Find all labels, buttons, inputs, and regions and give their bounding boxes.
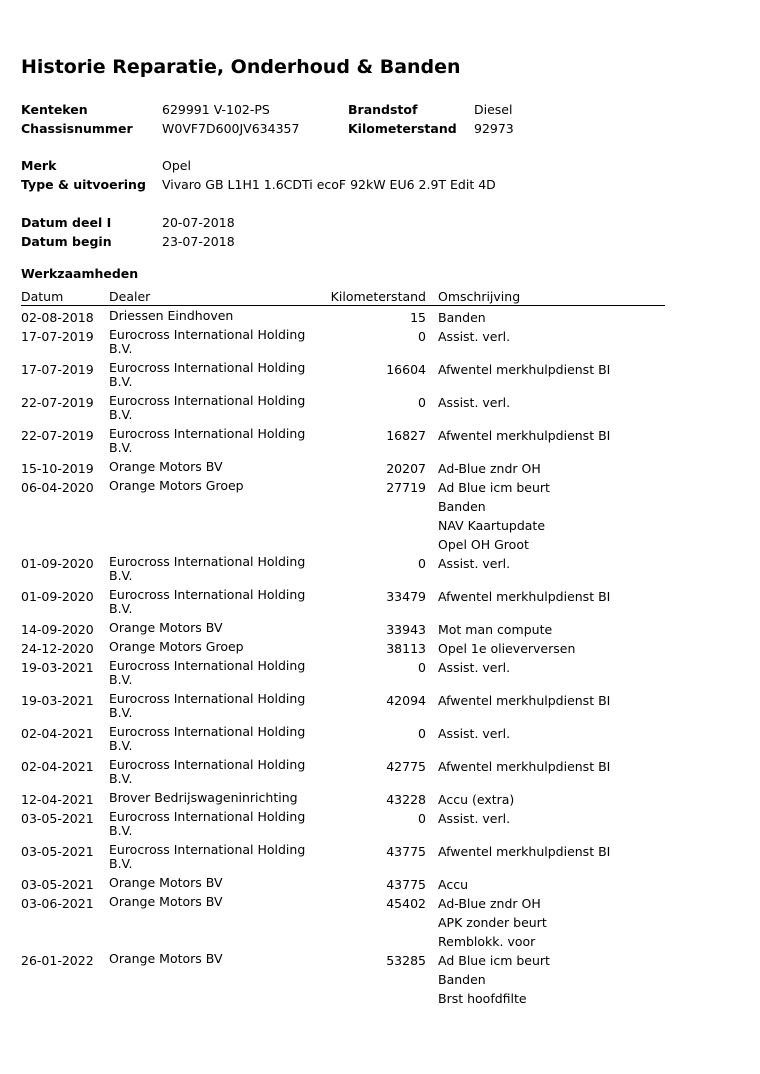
row-dealer-line: Eurocross International Holding — [109, 360, 306, 375]
row-date: 19-03-2021 — [21, 660, 94, 675]
row-date: 03-05-2021 — [21, 844, 94, 859]
row-omschrijving-line: Assist. verl. — [438, 556, 511, 571]
row-date: 12-04-2021 — [21, 792, 94, 807]
row-omschrijving-line: Ad-Blue zndr OH — [438, 896, 541, 911]
row-date: 19-03-2021 — [21, 693, 94, 708]
row-omschrijving-line: Accu (extra) — [438, 792, 515, 807]
section-title: Werkzaamheden — [21, 266, 139, 281]
work-table — [21, 308, 665, 1008]
row-date: 24-12-2020 — [21, 641, 94, 656]
row-dealer-line: Orange Motors BV — [109, 620, 223, 635]
row-omschrijving — [438, 426, 610, 445]
row-kilometerstand: 16827 — [386, 428, 426, 443]
row-dealer-line: Orange Motors BV — [109, 894, 223, 909]
row-kilometerstand: 33943 — [386, 622, 426, 637]
table-row — [21, 459, 665, 478]
row-dealer-line: B.V. — [109, 440, 133, 455]
row-date: 02-04-2021 — [21, 726, 94, 741]
table-row — [21, 658, 665, 691]
row-kilometerstand: 43775 — [386, 877, 426, 892]
row-kilometerstand: 33479 — [386, 589, 426, 604]
row-kilometerstand: 43228 — [386, 792, 426, 807]
row-omschrijving — [438, 691, 610, 710]
row-omschrijving — [438, 894, 547, 951]
row-dealer-line: B.V. — [109, 568, 133, 583]
page-title: Historie Reparatie, Onderhoud & Banden — [21, 56, 461, 78]
row-dealer-line: Eurocross International Holding — [109, 842, 306, 857]
row-dealer — [109, 692, 305, 720]
row-kilometerstand: 0 — [418, 660, 426, 675]
row-omschrijving-line: Ad-Blue zndr OH — [438, 461, 541, 476]
row-omschrijving-line: Ad Blue icm beurt — [438, 953, 550, 968]
row-date: 03-05-2021 — [21, 877, 94, 892]
row-date: 03-05-2021 — [21, 811, 94, 826]
type-label: Type & uitvoering — [21, 177, 146, 192]
row-dealer — [109, 758, 305, 786]
row-kilometerstand: 27719 — [386, 480, 426, 495]
table-row — [21, 894, 665, 951]
col-km-header: Kilometerstand — [330, 289, 426, 304]
row-dealer — [109, 725, 305, 753]
row-omschrijving — [438, 658, 510, 677]
row-kilometerstand: 20207 — [386, 461, 426, 476]
row-dealer — [109, 427, 305, 455]
table-row — [21, 620, 665, 639]
row-dealer-line: Eurocross International Holding — [109, 809, 306, 824]
row-kilometerstand: 42775 — [386, 759, 426, 774]
row-omschrijving-line: APK zonder beurt — [438, 915, 547, 930]
brandstof-label: Brandstof — [348, 102, 418, 117]
row-omschrijving-line: Assist. verl. — [438, 811, 511, 826]
row-omschrijving — [438, 790, 514, 809]
row-omschrijving — [438, 393, 510, 412]
col-dealer-header: Dealer — [109, 289, 151, 304]
table-header — [21, 289, 665, 306]
row-kilometerstand: 0 — [418, 811, 426, 826]
row-omschrijving-line: Banden — [438, 972, 486, 987]
row-dealer-line: Eurocross International Holding — [109, 393, 306, 408]
row-date: 01-09-2020 — [21, 589, 94, 604]
row-dealer-line: B.V. — [109, 601, 133, 616]
row-omschrijving-line: Opel 1e olieverversen — [438, 641, 576, 656]
row-dealer-line: B.V. — [109, 823, 133, 838]
col-datum-header: Datum — [21, 289, 64, 304]
table-row — [21, 308, 665, 327]
row-omschrijving-line: Assist. verl. — [438, 395, 511, 410]
table-row — [21, 875, 665, 894]
row-omschrijving — [438, 327, 510, 346]
row-omschrijving-line: Remblokk. voor — [438, 934, 536, 949]
row-date: 02-04-2021 — [21, 759, 94, 774]
row-dealer — [109, 810, 305, 838]
row-dealer-line: B.V. — [109, 738, 133, 753]
row-kilometerstand: 0 — [418, 726, 426, 741]
row-date: 17-07-2019 — [21, 329, 94, 344]
row-omschrijving — [438, 757, 610, 776]
row-dealer — [109, 460, 223, 474]
row-dealer-line: B.V. — [109, 672, 133, 687]
row-dealer-line: Orange Motors BV — [109, 459, 223, 474]
row-omschrijving-line: Assist. verl. — [438, 726, 511, 741]
row-dealer-line: Eurocross International Holding — [109, 658, 306, 673]
row-omschrijving — [438, 724, 510, 743]
row-omschrijving-line: Mot man compute — [438, 622, 553, 637]
table-row — [21, 809, 665, 842]
row-omschrijving-line: Opel OH Groot — [438, 537, 529, 552]
chassis-label: Chassisnummer — [21, 121, 133, 136]
row-dealer-line: Brover Bedrijswageninrichting — [109, 790, 298, 805]
row-dealer-line: Driessen Eindhoven — [109, 308, 234, 323]
table-row — [21, 327, 665, 360]
table-row — [21, 757, 665, 790]
table-row — [21, 393, 665, 426]
chassis-value: W0VF7D600JV634357 — [162, 121, 300, 136]
row-omschrijving — [438, 459, 541, 478]
row-dealer — [109, 640, 244, 654]
table-row — [21, 554, 665, 587]
col-desc-header: Omschrijving — [438, 289, 521, 304]
row-dealer — [109, 952, 223, 966]
row-omschrijving — [438, 842, 610, 861]
row-kilometerstand: 0 — [418, 556, 426, 571]
table-row — [21, 691, 665, 724]
row-omschrijving — [438, 587, 610, 606]
row-kilometerstand: 53285 — [386, 953, 426, 968]
row-dealer-line: Eurocross International Holding — [109, 587, 306, 602]
row-omschrijving-line: Afwentel merkhulpdienst BI — [438, 759, 611, 774]
row-kilometerstand: 16604 — [386, 362, 426, 377]
row-kilometerstand: 42094 — [386, 693, 426, 708]
row-dealer-line: Eurocross International Holding — [109, 757, 306, 772]
row-omschrijving — [438, 809, 510, 828]
row-dealer-line: B.V. — [109, 705, 133, 720]
row-dealer-line: Orange Motors BV — [109, 875, 223, 890]
datum-deel-value: 20-07-2018 — [162, 215, 235, 230]
row-dealer-line: Eurocross International Holding — [109, 691, 306, 706]
row-dealer-line: Eurocross International Holding — [109, 327, 306, 342]
row-dealer-line: B.V. — [109, 341, 133, 356]
row-omschrijving-line: Afwentel merkhulpdienst BI — [438, 362, 611, 377]
row-dealer-line: Eurocross International Holding — [109, 724, 306, 739]
row-omschrijving — [438, 875, 468, 894]
datum-begin-value: 23-07-2018 — [162, 234, 235, 249]
row-kilometerstand: 45402 — [386, 896, 426, 911]
row-omschrijving — [438, 308, 486, 327]
row-kilometerstand: 0 — [418, 395, 426, 410]
row-omschrijving-line: Brst hoofdfilte — [438, 991, 527, 1006]
row-omschrijving — [438, 620, 552, 639]
row-date: 02-08-2018 — [21, 310, 94, 325]
row-omschrijving — [438, 478, 550, 554]
table-row — [21, 951, 665, 1008]
table-row — [21, 360, 665, 393]
merk-value: Opel — [162, 158, 191, 173]
kenteken-label: Kenteken — [21, 102, 88, 117]
row-dealer — [109, 895, 223, 909]
row-omschrijving — [438, 360, 610, 379]
row-dealer — [109, 328, 305, 356]
row-dealer-line: B.V. — [109, 856, 133, 871]
row-omschrijving-line: Banden — [438, 310, 486, 325]
row-dealer — [109, 555, 305, 583]
row-dealer — [109, 876, 223, 890]
row-omschrijving-line: Afwentel merkhulpdienst BI — [438, 844, 611, 859]
row-omschrijving-line: Ad Blue icm beurt — [438, 480, 550, 495]
row-date: 26-01-2022 — [21, 953, 94, 968]
row-omschrijving-line: NAV Kaartupdate — [438, 518, 546, 533]
row-dealer — [109, 309, 233, 323]
row-dealer — [109, 588, 305, 616]
kilometerstand-value: 92973 — [474, 121, 514, 136]
row-dealer — [109, 361, 305, 389]
row-kilometerstand: 0 — [418, 329, 426, 344]
row-dealer — [109, 843, 305, 871]
table-row — [21, 790, 665, 809]
datum-begin-label: Datum begin — [21, 234, 112, 249]
merk-label: Merk — [21, 158, 57, 173]
row-omschrijving-line: Afwentel merkhulpdienst BI — [438, 428, 611, 443]
table-row — [21, 587, 665, 620]
row-dealer-line: B.V. — [109, 407, 133, 422]
row-date: 22-07-2019 — [21, 428, 94, 443]
table-row — [21, 478, 665, 554]
table-row — [21, 724, 665, 757]
kenteken-value: 629991 V-102-PS — [162, 102, 270, 117]
row-date: 03-06-2021 — [21, 896, 94, 911]
table-row — [21, 639, 665, 658]
row-dealer — [109, 394, 305, 422]
row-omschrijving-line: Accu — [438, 877, 468, 892]
row-omschrijving — [438, 951, 550, 1008]
row-kilometerstand: 15 — [410, 310, 426, 325]
row-date: 14-09-2020 — [21, 622, 94, 637]
row-dealer — [109, 791, 298, 805]
row-dealer — [109, 479, 244, 493]
row-omschrijving-line: Assist. verl. — [438, 329, 511, 344]
kilometerstand-label: Kilometerstand — [348, 121, 457, 136]
row-omschrijving — [438, 554, 510, 573]
row-dealer-line: B.V. — [109, 771, 133, 786]
row-omschrijving-line: Banden — [438, 499, 486, 514]
row-kilometerstand: 38113 — [386, 641, 426, 656]
row-date: 22-07-2019 — [21, 395, 94, 410]
table-row — [21, 426, 665, 459]
row-dealer — [109, 621, 223, 635]
row-omschrijving-line: Assist. verl. — [438, 660, 511, 675]
row-date: 17-07-2019 — [21, 362, 94, 377]
row-date: 01-09-2020 — [21, 556, 94, 571]
brandstof-value: Diesel — [474, 102, 513, 117]
row-date: 06-04-2020 — [21, 480, 94, 495]
row-kilometerstand: 43775 — [386, 844, 426, 859]
row-dealer-line: Eurocross International Holding — [109, 554, 306, 569]
row-omschrijving-line: Afwentel merkhulpdienst BI — [438, 589, 611, 604]
row-omschrijving-line: Afwentel merkhulpdienst BI — [438, 693, 611, 708]
row-dealer-line: Orange Motors Groep — [109, 639, 244, 654]
type-value: Vivaro GB L1H1 1.6CDTi ecoF 92kW EU6 2.9T Edit 4D — [162, 177, 496, 192]
table-row — [21, 842, 665, 875]
row-dealer — [109, 659, 305, 687]
datum-deel-label: Datum deel I — [21, 215, 112, 230]
row-dealer-line: Orange Motors Groep — [109, 478, 244, 493]
row-date: 15-10-2019 — [21, 461, 94, 476]
row-dealer-line: Orange Motors BV — [109, 951, 223, 966]
row-omschrijving — [438, 639, 575, 658]
row-dealer-line: Eurocross International Holding — [109, 426, 306, 441]
row-dealer-line: B.V. — [109, 374, 133, 389]
